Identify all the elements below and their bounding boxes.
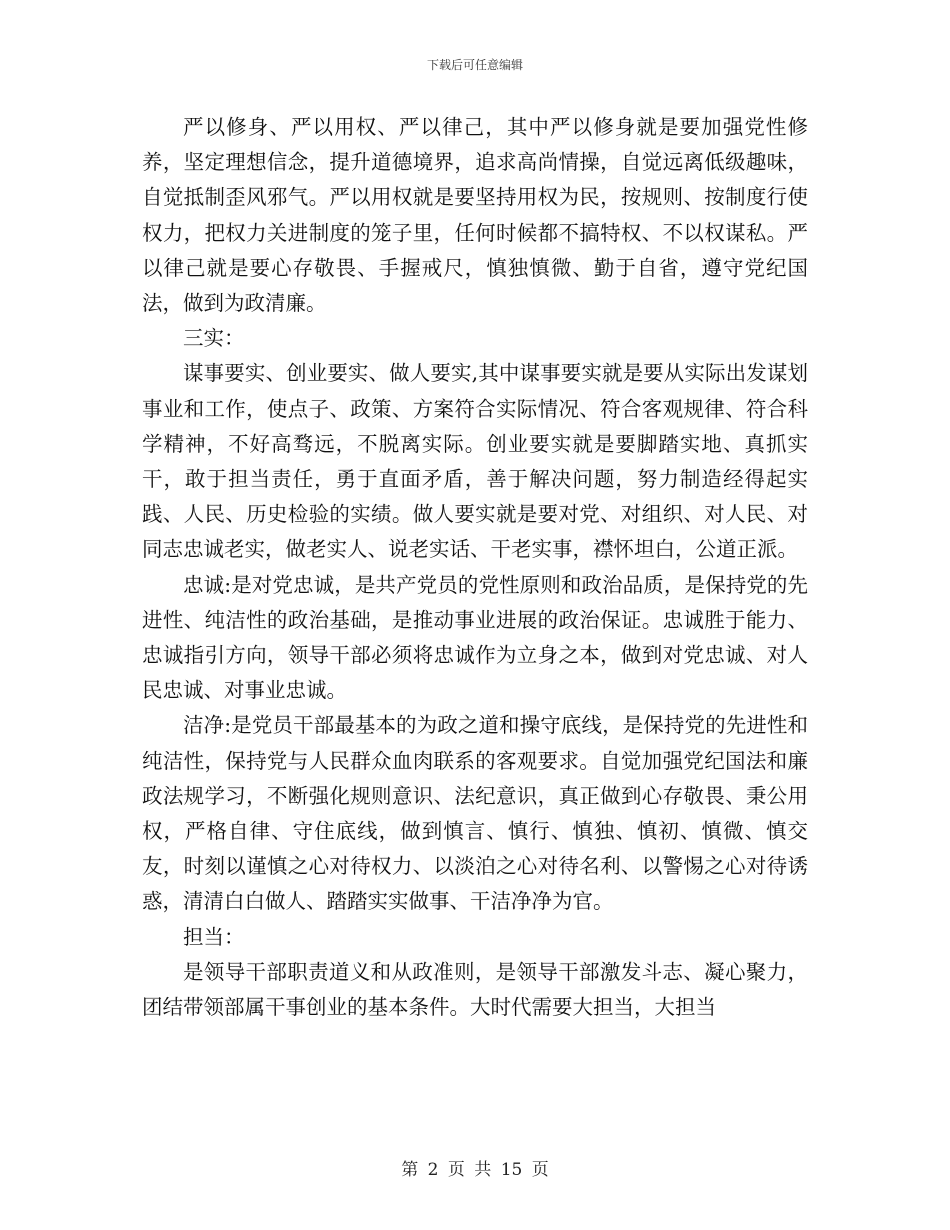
document-body bbox=[142, 110, 808, 1025]
page-number: 第 2 页 共 15 页 bbox=[401, 1160, 549, 1180]
paragraph-yan-yi-xiu-shen: 严以修身、严以用权、严以律己，其中严以修身就是要加强党性修养，坚定理想信念，提升道德境界，追求高尚情操，自觉远离低级趣味，自觉抵制歪风邪气。严以用权就是要坚持用权为民，按规则、按制度行使权力，把权力关进制度的笼子里，任何时候都不搞特权、不以权谋私。严以律己就是要心存敬畏、手握戒尺，慎独慎微、勤于自省，遵守党纪国法，做到为政清廉。 bbox=[142, 115, 808, 316]
paragraph-zhong-cheng: 忠诚:是对党忠诚，是共产党员的党性原则和政治品质，是保持党的先进性、纯洁性的政治基础，是推动事业进展的政治保证。忠诚胜于能力、忠诚指引方向，领导干部必须将忠诚作为立身之本，做到对党忠诚、对人民忠诚、对事业忠诚。 bbox=[142, 572, 808, 703]
paragraph-dan-dang: 是领导干部职责道义和从政准则，是领导干部激发斗志、凝心聚力，团结带领部属干事创业的基本条件。大时代需要大担当，大担当 bbox=[142, 959, 808, 1020]
heading-san-shi: 三实： bbox=[183, 326, 245, 351]
heading-dan-dang: 担当： bbox=[183, 924, 245, 949]
paragraph-jie-jing: 洁净:是党员干部最基本的为政之道和操守底线，是保持党的先进性和纯洁性，保持党与人民群众血肉联系的客观要求。自觉加强党纪国法和廉政法规学习，不断强化规则意识、法纪意识，真正做到心存敬畏、秉公用权，严格自律、守住底线，做到慎言、慎行、慎独、慎初、慎微、慎交友，时刻以谨慎之心对待权力、以淡泊之心对待名利、以警惕之心对待诱惑，清清白白做人、踏踏实实做事、干洁净净为官。 bbox=[142, 713, 808, 914]
page-header: 下载后可任意编辑 bbox=[426, 58, 523, 72]
paragraph-mou-shi-yao-shi: 谋事要实、创业要实、做人要实,其中谋事要实就是要从实际出发谋划事业和工作，使点子、政策、方案符合实际情况、符合客观规律、符合科学精神，不好高骛远，不脱离实际。创业要实就是要脚踏实地、真抓实干，敢于担当责任，勇于直面矛盾，善于解决问题，努力制造经得起实践、人民、历史检验的实绩。做人要实就是要对党、对组织、对人民、对同志忠诚老实，做老实人、说老实话、干老实事，襟怀坦白，公道正派。 bbox=[142, 361, 808, 562]
